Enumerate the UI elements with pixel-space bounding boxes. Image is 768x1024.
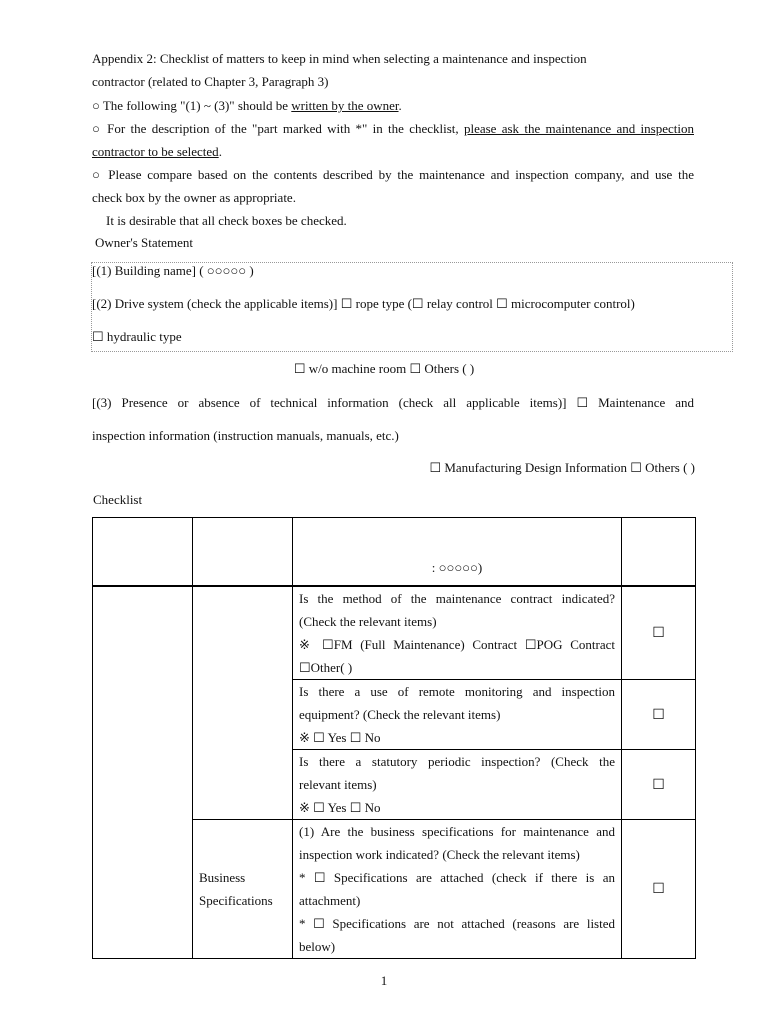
- bullet1-underlined: written by the owner: [291, 98, 399, 113]
- desirable-note: It is desirable that all check boxes be checked.: [106, 213, 347, 228]
- header-cell-2: [193, 518, 293, 587]
- q4-line3: * ☐ Specifications are attached (check if there is an: [299, 870, 615, 885]
- question-cell: [293, 586, 622, 680]
- bullet1-post: .: [398, 98, 402, 113]
- q4-line2: inspection work indicated? (Check the relevant items): [299, 847, 580, 862]
- appendix-title-line2: contractor (related to Chapter 3, Paragraph 3): [92, 74, 329, 89]
- hydraulic-type: ☐ hydraulic type: [92, 329, 182, 344]
- checkbox-cell[interactable]: [622, 820, 696, 959]
- checkbox-cell[interactable]: [622, 680, 696, 750]
- bullet-written-by-owner: [92, 97, 402, 115]
- subcategory-cell: [193, 586, 293, 820]
- bullet2-pre: ○ For the description of the "part marked with *" in the checklist,: [92, 121, 464, 136]
- question-cell: [293, 680, 622, 750]
- table-header-row: [93, 518, 696, 587]
- checkbox-cell[interactable]: [622, 586, 696, 680]
- question-cell: [293, 820, 622, 959]
- checkbox-cell[interactable]: [622, 750, 696, 820]
- bullet-description-line1: [92, 120, 694, 138]
- q1-line1: Is the method of the maintenance contract indicated?: [299, 591, 615, 606]
- checklist-label: Checklist: [93, 492, 143, 507]
- category-cell: [93, 586, 193, 959]
- business-specifications-cell: [193, 820, 293, 959]
- q4-line4: attachment): [299, 893, 361, 908]
- q1-line4: ☐Other( ): [299, 660, 353, 675]
- table-row: [93, 586, 696, 680]
- header-cell-3: : ○○○○○): [293, 518, 622, 587]
- page-number: 1: [380, 973, 388, 988]
- question-cell: [293, 750, 622, 820]
- q3-line1: Is there a statutory periodic inspection? (Check the: [299, 754, 615, 769]
- q4-line1: (1) Are the business specifications for maintenance and: [299, 824, 615, 839]
- header-cell-4: [622, 518, 696, 587]
- q2-line2: equipment? (Check the relevant items): [299, 707, 501, 722]
- drive-system: [(2) Drive system (check the applicable items)] ☐ rope type (☐ relay control ☐ microcomputer control): [92, 296, 635, 311]
- checklist-table: [92, 517, 696, 959]
- technical-info-line3: ☐ Manufacturing Design Information ☐ Others ( ): [429, 460, 695, 475]
- bullet-compare-line1: ○ Please compare based on the contents described by the maintenance and inspection company, and use the: [92, 167, 694, 182]
- q4-line5: * ☐ Specifications are not attached (reasons are listed: [299, 916, 615, 931]
- owner-statement-label: Owner's Statement: [95, 235, 194, 250]
- appendix-title-line1: Appendix 2: Checklist of matters to keep in mind when selecting a maintenance and inspection: [92, 51, 587, 66]
- checkbox[interactable]: ☐: [652, 707, 665, 723]
- q3-line2: relevant items): [299, 777, 377, 792]
- q2-line1: Is there a use of remote monitoring and inspection: [299, 684, 615, 699]
- q2-line3: ※ ☐ Yes ☐ No: [299, 730, 381, 745]
- category-line2: Specifications: [199, 893, 273, 908]
- technical-info-line1: [(3) Presence or absence of technical information (check all applicable items)] ☐ Maintenance and: [92, 395, 694, 410]
- category-line1: Business: [199, 870, 246, 885]
- building-name: [(1) Building name] ( ○○○○○ ): [92, 263, 254, 278]
- bullet1-pre: ○ The following "(1) ~ (3)" should be: [92, 98, 292, 113]
- bullet2-post: .: [218, 144, 222, 159]
- checkbox[interactable]: ☐: [652, 777, 665, 793]
- bullet-compare-line2: check box by the owner as appropriate.: [92, 190, 296, 205]
- checkbox[interactable]: ☐: [652, 882, 665, 897]
- q1-line3: ※ ☐FM (Full Maintenance) Contract ☐POG Contract: [299, 637, 615, 652]
- bullet-description-line2: [92, 143, 222, 161]
- bullet2-underlined2: contractor to be selected: [92, 144, 219, 159]
- checkbox[interactable]: ☐: [652, 626, 665, 641]
- q1-line2: (Check the relevant items): [299, 614, 437, 629]
- q3-line3: ※ ☐ Yes ☐ No: [299, 800, 381, 815]
- no-machine-room: ☐ w/o machine room ☐ Others ( ): [293, 361, 475, 376]
- technical-info-line2: inspection information (instruction manuals, manuals, etc.): [92, 428, 399, 443]
- q4-line6: below): [299, 939, 336, 954]
- header-cell-1: [93, 518, 193, 587]
- bullet2-underlined1: please ask the maintenance and inspection: [463, 121, 694, 136]
